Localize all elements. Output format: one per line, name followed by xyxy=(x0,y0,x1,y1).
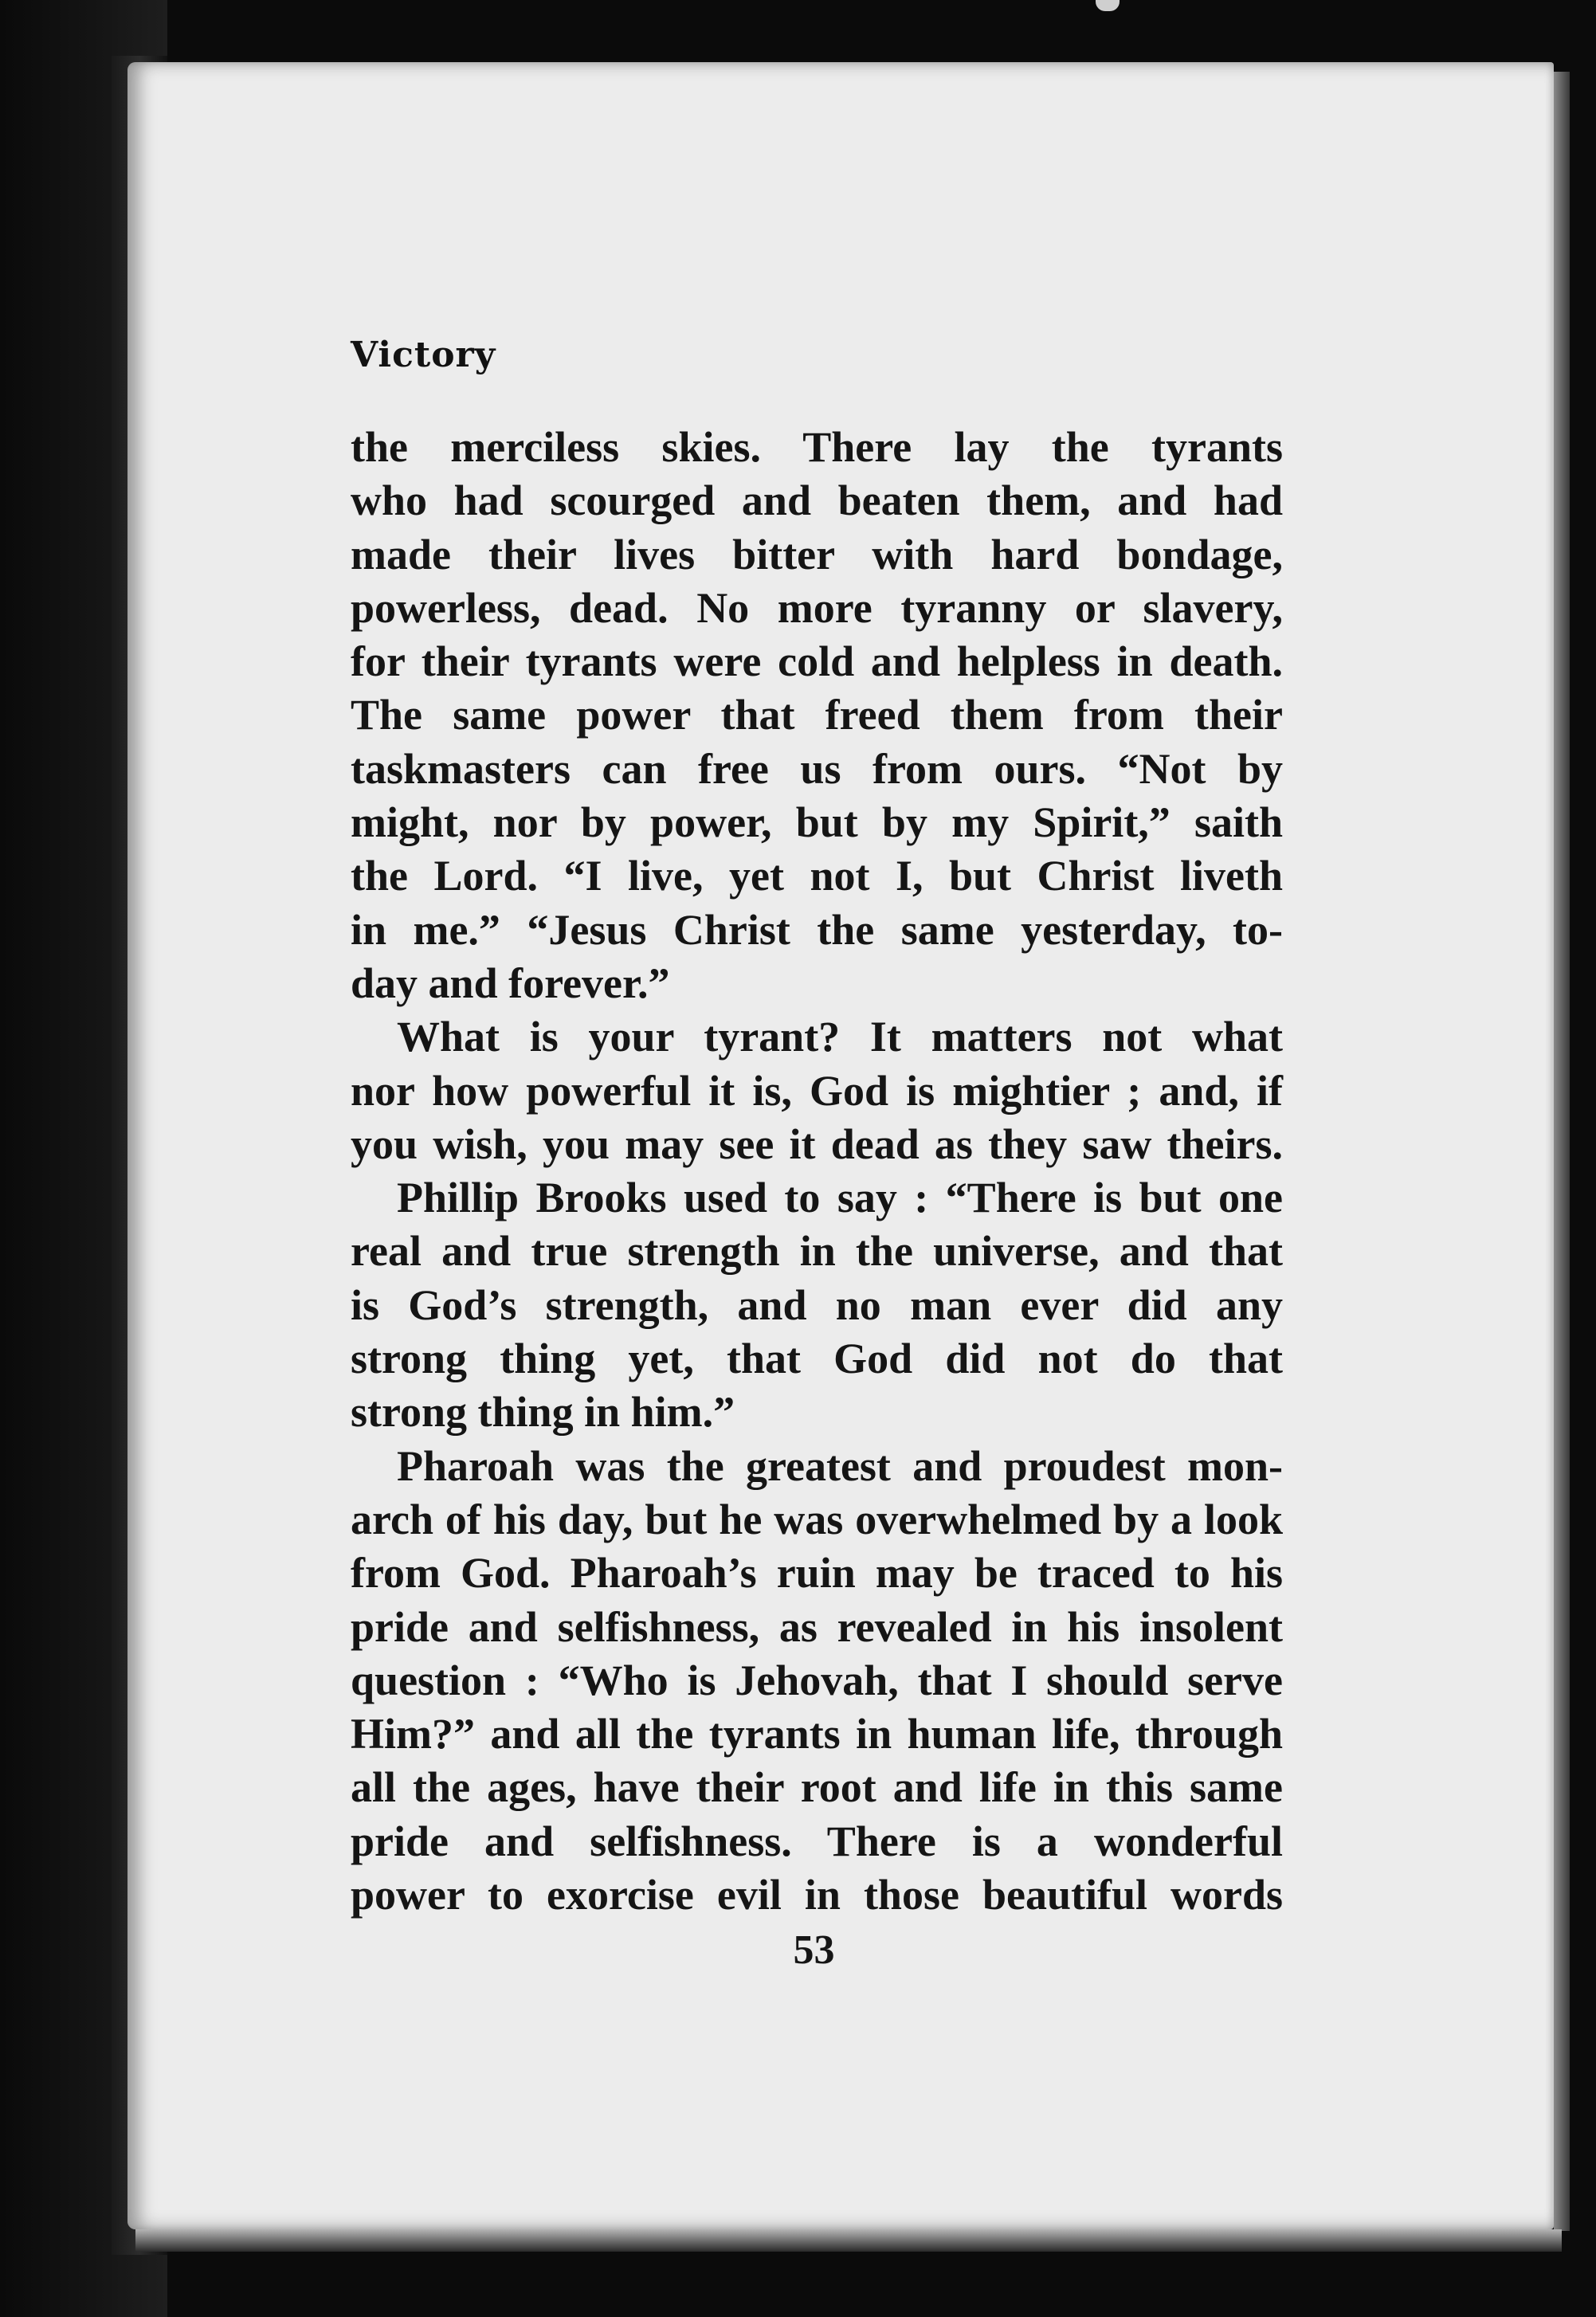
text-line: Pharoah was the greatest and proudest mon- xyxy=(397,1441,1283,1490)
paragraph-3 xyxy=(351,1171,1283,1439)
text-line: question : “Who is Jehovah, that I should serve xyxy=(351,1656,1283,1704)
text-line: Phillip Brooks used to say : “There is but one xyxy=(397,1174,1283,1222)
text-line: the Lord. “I live, yet not I, but Christ liveth xyxy=(351,852,1283,900)
text-line: real and true strength in the universe, and that xyxy=(351,1227,1283,1276)
body-text xyxy=(351,421,1283,1922)
running-head: Victory xyxy=(351,335,496,375)
paragraph-2 xyxy=(351,1010,1283,1171)
text-line: arch of his day, but he was overwhelmed by a look xyxy=(351,1495,1283,1543)
text-line: day and forever.” xyxy=(351,959,670,1007)
text-line: made their lives bitter with hard bondage, xyxy=(351,530,1283,578)
text-line: from God. Pharoah’s ruin may be traced to his xyxy=(351,1549,1283,1598)
paragraph-4 xyxy=(351,1440,1283,1923)
text-line: you wish, you may see it dead as they saw theirs. xyxy=(351,1119,1283,1168)
text-line: in me.” “Jesus Christ the same yesterday, to- xyxy=(351,905,1283,954)
text-line: powerless, dead. No more tyranny or slavery, xyxy=(351,583,1283,632)
text-line: taskmasters can free us from ours. “Not by xyxy=(351,744,1283,793)
text-line: Him?” and all the tyrants in human life, through xyxy=(351,1710,1283,1758)
text-line: power to exorcise evil in those beautiful words xyxy=(351,1871,1283,1919)
text-line: who had scourged and beaten them, and had xyxy=(351,476,1283,525)
text-line: pride and selfishness. There is a wonderful xyxy=(351,1817,1283,1865)
text-line: nor how powerful it is, God is mightier ; and, if xyxy=(351,1066,1283,1115)
text-line: pride and selfishness, as revealed in his insolent xyxy=(351,1602,1283,1651)
text-line: strong thing in him.” xyxy=(351,1388,735,1437)
text-line: What is your tyrant? It matters not what xyxy=(397,1013,1283,1061)
text-line: The same power that freed them from their xyxy=(351,691,1283,739)
text-line: the merciless skies. There lay the tyrants xyxy=(351,423,1283,471)
text-line: might, nor by power, but by my Spirit,” saith xyxy=(351,798,1283,847)
text-line: for their tyrants were cold and helpless in death. xyxy=(351,637,1283,686)
paragraph-1 xyxy=(351,421,1283,1010)
page-bottom-edge xyxy=(135,2229,1562,2252)
page-number: 53 xyxy=(793,1927,835,1973)
page-right-edge xyxy=(1554,72,1570,2231)
text-line: strong thing yet, that God did not do that xyxy=(351,1335,1283,1383)
scan-artifact xyxy=(1096,0,1120,11)
text-line: is God’s strength, and no man ever did any xyxy=(351,1280,1283,1329)
text-line: all the ages, have their root and life in this same xyxy=(351,1763,1283,1812)
